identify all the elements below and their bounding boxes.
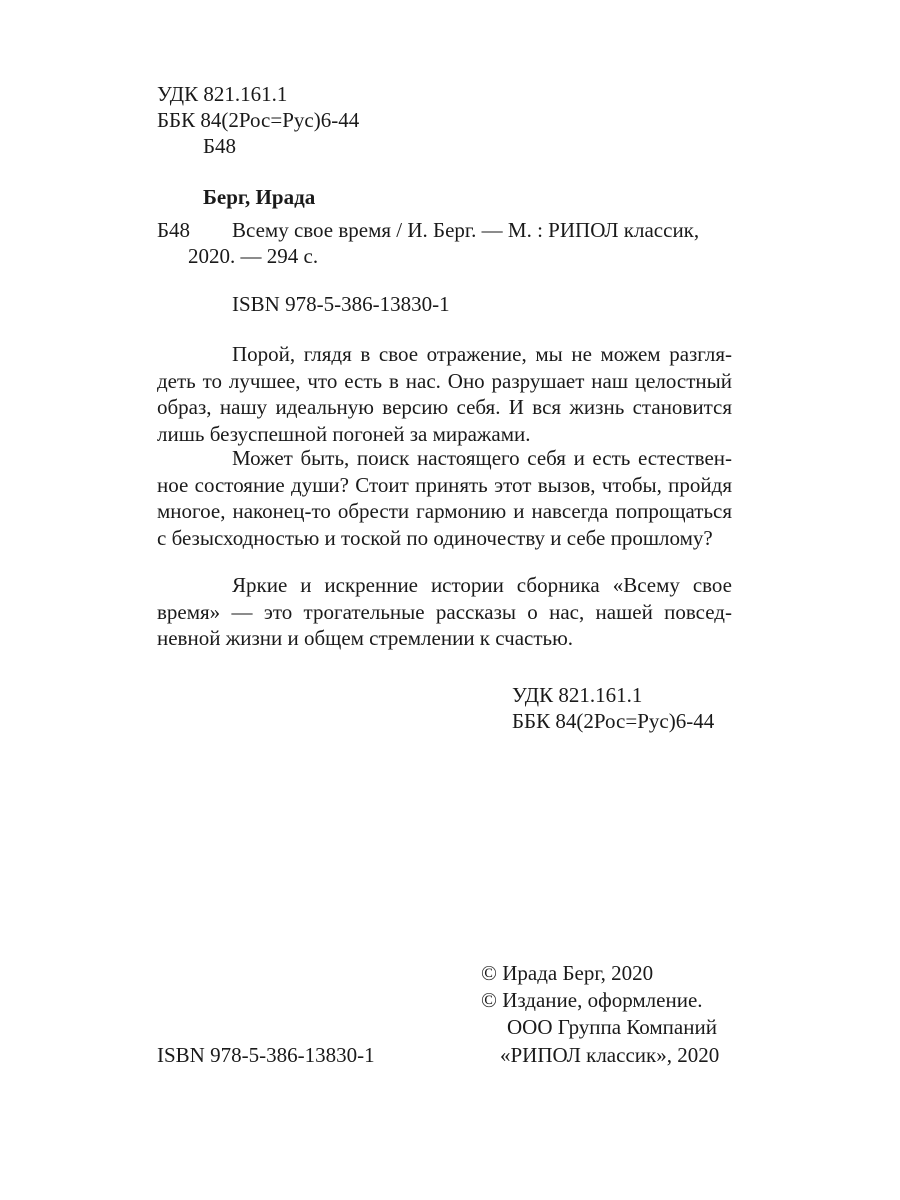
- classification-bbk: ББК 84(2Рос=Рус)6-44: [512, 709, 715, 733]
- footer-copyright-edition: © Издание, оформление.: [481, 988, 703, 1012]
- footer-publisher-line2: «РИПОЛ классик», 2020: [500, 1043, 720, 1067]
- record-author: Берг, Ирада: [203, 185, 316, 209]
- record-title-line1: Всему свое время / И. Берг. — М. : РИПОЛ классик,: [232, 218, 700, 242]
- record-isbn: ISBN 978-5-386-13830-1: [232, 292, 450, 316]
- classification-udk: УДК 821.161.1: [512, 683, 643, 707]
- footer-isbn: ISBN 978-5-386-13830-1: [157, 1043, 375, 1067]
- header-udk: УДК 821.161.1: [157, 82, 288, 106]
- record-title-line2: 2020. — 294 с.: [188, 244, 319, 268]
- header-author-mark: Б48: [203, 134, 237, 158]
- annotation-paragraph-2: Может быть, поиск настоящего себя и есть естественное состояние души? Стоит принять этот вызов, чтобы, пройдя многое, наконец-то обрести гармонию и навсегда попрощаться с безысходностью и тоской по одиночеству и себе прошлому?: [157, 446, 732, 550]
- footer-publisher-line1: ООО Группа Компаний: [507, 1015, 717, 1039]
- footer-copyright-author: © Ирада Берг, 2020: [481, 961, 654, 985]
- annotation-paragraph-1: Порой, глядя в свое отражение, мы не можем разглядеть то лучшее, что есть в нас. Оно разрушает наш целостный образ, нашу идеальную версию себя. И вся жизнь становится лишь безуспешной погоней за миражами.: [157, 342, 732, 446]
- annotation-paragraph-3: Яркие и искренние истории сборника «Всему свое время» — это трогательные рассказы о нас, нашей повседневной жизни и общем стремлении к счастью.: [157, 573, 732, 650]
- header-bbk: ББК 84(2Рос=Рус)6-44: [157, 108, 360, 132]
- record-mark: Б48: [157, 218, 191, 242]
